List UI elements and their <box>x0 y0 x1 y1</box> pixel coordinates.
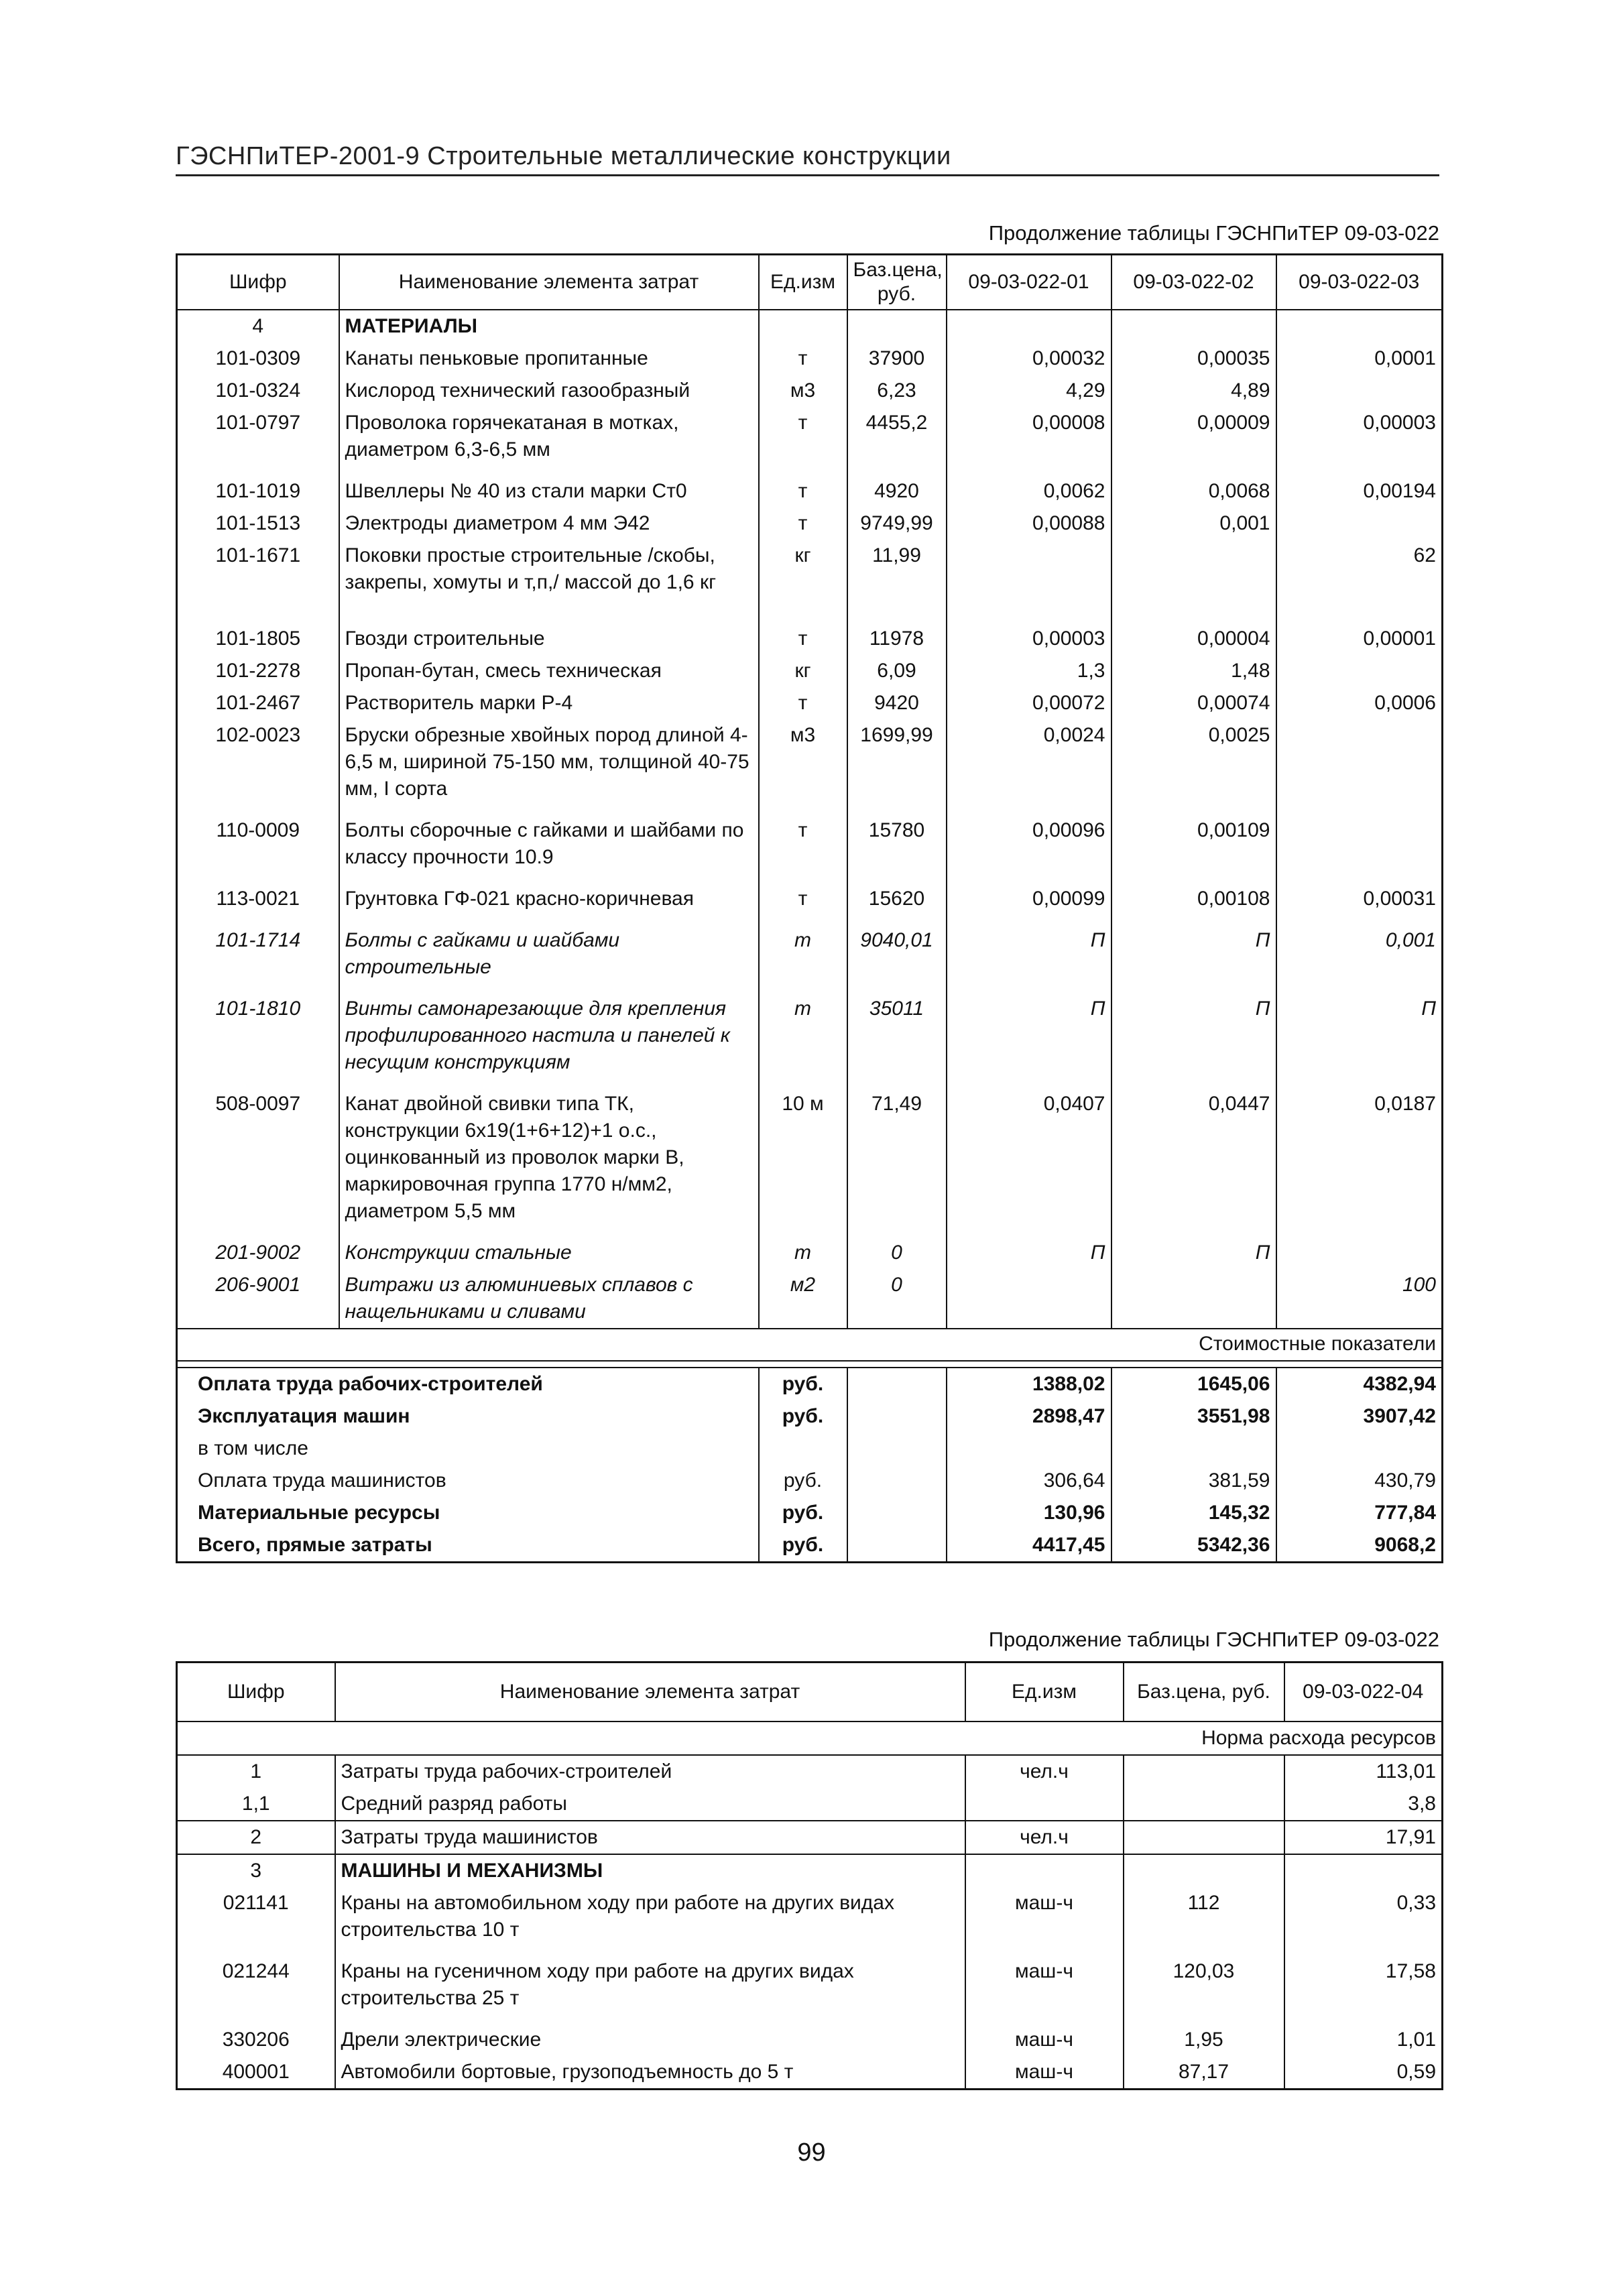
cost-value-3: 9068,2 <box>1276 1529 1443 1563</box>
row-code: 201-9002 <box>177 1227 339 1269</box>
row-code: 1 <box>177 1755 335 1788</box>
cost-unit: руб. <box>759 1368 847 1400</box>
row-value-3: 100 <box>1276 1269 1443 1329</box>
row-unit: маш-ч <box>965 2014 1124 2056</box>
row-value-3: 0,00003 <box>1276 407 1443 466</box>
row-price: 11,99 <box>847 540 947 599</box>
table-row <box>177 1755 1443 1788</box>
cost-row <box>177 1400 1443 1433</box>
row-value-3: П <box>1276 983 1443 1079</box>
row-value-1: 0,00072 <box>947 687 1111 719</box>
row-unit: 10 м <box>759 1079 847 1227</box>
row-price: 4455,2 <box>847 407 947 466</box>
row-value-3: 0,00194 <box>1276 466 1443 507</box>
row-price: 1699,99 <box>847 719 947 805</box>
row-name: Канат двойной свивки типа ТК, конструкции 6х19(1+6+12)+1 о.с., оцинкованный из проволок марки В, маркировочная группа 1770 н/мм2, диаметром 5,5 мм <box>339 1079 759 1227</box>
cost-value-1: 2898,47 <box>947 1400 1111 1433</box>
cost-row <box>177 1433 1443 1465</box>
row-name: Болты с гайками и шайбами строительные <box>339 915 759 983</box>
row-name: Канаты пеньковые пропитанные <box>339 343 759 375</box>
row-price <box>1124 1755 1284 1788</box>
cost-value-2: 145,32 <box>1111 1497 1276 1529</box>
table-row <box>177 1079 1443 1227</box>
section-name: МАТЕРИАЛЫ <box>339 310 759 343</box>
row-unit <box>965 1788 1124 1821</box>
row-price: 9040,01 <box>847 915 947 983</box>
row-name: Швеллеры № 40 из стали марки Ст0 <box>339 466 759 507</box>
cost-name: Материальные ресурсы <box>177 1497 759 1529</box>
row-code: 400001 <box>177 2056 335 2090</box>
table-row <box>177 1227 1443 1269</box>
row-price: 4920 <box>847 466 947 507</box>
cost-value-3: 430,79 <box>1276 1465 1443 1497</box>
row-value-1 <box>947 1269 1111 1329</box>
cost-value-3: 3907,42 <box>1276 1400 1443 1433</box>
cost-value-2: 381,59 <box>1111 1465 1276 1497</box>
row-value-1: 4,29 <box>947 375 1111 407</box>
table-row <box>177 1946 1443 2014</box>
cost-price-empty <box>847 1465 947 1497</box>
col-header: 09-03-022-03 <box>1276 255 1443 310</box>
row-price: 35011 <box>847 983 947 1079</box>
row-name: Растворитель марки Р-4 <box>339 687 759 719</box>
cost-price-empty <box>847 1529 947 1563</box>
cost-value-2: 5342,36 <box>1111 1529 1276 1563</box>
row-value-2: 0,0025 <box>1111 719 1276 805</box>
row-value-2: 0,001 <box>1111 507 1276 540</box>
row-value-1: П <box>947 915 1111 983</box>
table-row <box>177 1788 1443 1821</box>
cost-row <box>177 1368 1443 1400</box>
header-rule <box>176 174 1439 176</box>
row-unit: маш-ч <box>965 1946 1124 2014</box>
row-value-3: 0,0006 <box>1276 687 1443 719</box>
row-value-2: П <box>1111 915 1276 983</box>
cost-value-1 <box>947 1433 1111 1465</box>
row-value-1: 0,00099 <box>947 873 1111 915</box>
row-price: 9749,99 <box>847 507 947 540</box>
row-price: 112 <box>1124 1887 1284 1946</box>
cost-value-3 <box>1276 1433 1443 1465</box>
row-value-2: П <box>1111 983 1276 1079</box>
row-unit: т <box>759 915 847 983</box>
row-code: 101-1019 <box>177 466 339 507</box>
table-row <box>177 507 1443 540</box>
cost-unit: руб. <box>759 1400 847 1433</box>
row-code: 101-1513 <box>177 507 339 540</box>
table-row <box>177 2056 1443 2090</box>
cost-value-1: 130,96 <box>947 1497 1111 1529</box>
row-value: 1,01 <box>1284 2014 1443 2056</box>
table-row <box>177 343 1443 375</box>
row-code: 021244 <box>177 1946 335 2014</box>
row-unit: кг <box>759 655 847 687</box>
table2-header-row <box>177 1663 1443 1722</box>
col-header: Шифр <box>177 1663 335 1722</box>
cost-unit: руб. <box>759 1497 847 1529</box>
section-row <box>177 310 1443 343</box>
table-row <box>177 1854 1443 1887</box>
row-value-2: 0,00035 <box>1111 343 1276 375</box>
cost-price-empty <box>847 1400 947 1433</box>
cost-value-2 <box>1111 1433 1276 1465</box>
row-code: 101-0324 <box>177 375 339 407</box>
col-header: Наименование элемента затрат <box>339 255 759 310</box>
cost-price-empty <box>847 1368 947 1400</box>
row-value: 17,58 <box>1284 1946 1443 2014</box>
table1-caption: Продолжение таблицы ГЭСНПиТЕР 09-03-022 <box>988 221 1439 245</box>
row-value-1: 0,00003 <box>947 599 1111 655</box>
row-unit: чел.ч <box>965 1821 1124 1854</box>
norm-band: Норма расхода ресурсов <box>177 1721 1443 1755</box>
table-row <box>177 1269 1443 1329</box>
row-value-2: 0,00074 <box>1111 687 1276 719</box>
cost-value-1: 1388,02 <box>947 1368 1111 1400</box>
table-row <box>177 466 1443 507</box>
row-code: 101-2467 <box>177 687 339 719</box>
row-value-2: П <box>1111 1227 1276 1269</box>
row-code: 101-2278 <box>177 655 339 687</box>
table-row <box>177 655 1443 687</box>
row-price <box>1124 1854 1284 1887</box>
row-value-2: 0,0447 <box>1111 1079 1276 1227</box>
row-code: 1,1 <box>177 1788 335 1821</box>
row-unit: маш-ч <box>965 2056 1124 2090</box>
table-row <box>177 687 1443 719</box>
row-unit <box>965 1854 1124 1887</box>
row-value-2 <box>1111 540 1276 599</box>
row-value-2 <box>1111 1269 1276 1329</box>
row-value-1: 0,00032 <box>947 343 1111 375</box>
cost-row <box>177 1465 1443 1497</box>
row-name: Затраты труда рабочих-строителей <box>335 1755 965 1788</box>
row-unit: т <box>759 407 847 466</box>
spacer-row <box>177 1361 1443 1368</box>
row-unit: маш-ч <box>965 1887 1124 1946</box>
row-value-3: 62 <box>1276 540 1443 599</box>
row-name: МАШИНЫ И МЕХАНИЗМЫ <box>335 1854 965 1887</box>
col-header: Баз.цена, руб. <box>1124 1663 1284 1722</box>
row-name: Грунтовка ГФ-021 красно-коричневая <box>339 873 759 915</box>
table1 <box>176 253 1443 1563</box>
row-unit: т <box>759 507 847 540</box>
row-price: 9420 <box>847 687 947 719</box>
row-unit: т <box>759 687 847 719</box>
row-code: 101-1805 <box>177 599 339 655</box>
row-value-3: 0,00031 <box>1276 873 1443 915</box>
table-row <box>177 873 1443 915</box>
row-price: 1,95 <box>1124 2014 1284 2056</box>
col-header: Ед.изм <box>965 1663 1124 1722</box>
cost-price-empty <box>847 1497 947 1529</box>
row-value-3: 0,0001 <box>1276 343 1443 375</box>
row-unit: т <box>759 466 847 507</box>
row-code: 508-0097 <box>177 1079 339 1227</box>
cost-value-2: 3551,98 <box>1111 1400 1276 1433</box>
row-name: Болты сборочные с гайками и шайбами по классу прочности 10.9 <box>339 805 759 873</box>
row-price: 120,03 <box>1124 1946 1284 2014</box>
row-code: 101-0797 <box>177 407 339 466</box>
cost-value-3: 4382,94 <box>1276 1368 1443 1400</box>
row-price: 15620 <box>847 873 947 915</box>
row-code: 101-1810 <box>177 983 339 1079</box>
row-price: 0 <box>847 1269 947 1329</box>
row-code: 101-0309 <box>177 343 339 375</box>
row-unit: чел.ч <box>965 1755 1124 1788</box>
row-code: 110-0009 <box>177 805 339 873</box>
cost-row <box>177 1529 1443 1563</box>
row-unit: кг <box>759 540 847 599</box>
row-code: 113-0021 <box>177 873 339 915</box>
row-price: 37900 <box>847 343 947 375</box>
table-row <box>177 540 1443 599</box>
row-value-1 <box>947 540 1111 599</box>
row-unit: т <box>759 1227 847 1269</box>
cost-price-empty <box>847 1433 947 1465</box>
row-code: 2 <box>177 1821 335 1854</box>
row-value-1: П <box>947 983 1111 1079</box>
row-value: 3,8 <box>1284 1788 1443 1821</box>
row-name: Пропан-бутан, смесь техническая <box>339 655 759 687</box>
cost-name: Эксплуатация машин <box>177 1400 759 1433</box>
row-value-2: 0,00109 <box>1111 805 1276 873</box>
row-name: Винты самонарезающие для крепления профилированного настила и панелей к несущим конструкциям <box>339 983 759 1079</box>
cost-value-1: 4417,45 <box>947 1529 1111 1563</box>
row-value: 0,59 <box>1284 2056 1443 2090</box>
row-unit: т <box>759 343 847 375</box>
row-code: 101-1671 <box>177 540 339 599</box>
row-value-2: 0,00009 <box>1111 407 1276 466</box>
cost-unit <box>759 1433 847 1465</box>
row-name: Средний разряд работы <box>335 1788 965 1821</box>
row-name: Кислород технический газообразный <box>339 375 759 407</box>
row-value-3: 0,00001 <box>1276 599 1443 655</box>
col-header: Наименование элемента затрат <box>335 1663 965 1722</box>
row-name: Автомобили бортовые, грузоподъемность до 5 т <box>335 2056 965 2090</box>
col-header: 09-03-022-02 <box>1111 255 1276 310</box>
cost-unit: руб. <box>759 1465 847 1497</box>
cost-unit: руб. <box>759 1529 847 1563</box>
row-unit: т <box>759 873 847 915</box>
row-value: 113,01 <box>1284 1755 1443 1788</box>
row-value-1: 0,0062 <box>947 466 1111 507</box>
row-value: 0,33 <box>1284 1887 1443 1946</box>
row-name: Дрели электрические <box>335 2014 965 2056</box>
row-code: 3 <box>177 1854 335 1887</box>
row-name: Гвозди строительные <box>339 599 759 655</box>
row-code: 330206 <box>177 2014 335 2056</box>
row-value-1: 0,00096 <box>947 805 1111 873</box>
cost-value-3: 777,84 <box>1276 1497 1443 1529</box>
row-value-2: 0,0068 <box>1111 466 1276 507</box>
cost-name: Оплата труда рабочих-строителей <box>177 1368 759 1400</box>
row-value-3 <box>1276 719 1443 805</box>
row-value: 17,91 <box>1284 1821 1443 1854</box>
row-name: Затраты труда машинистов <box>335 1821 965 1854</box>
cost-name: Всего, прямые затраты <box>177 1529 759 1563</box>
row-code: 102-0023 <box>177 719 339 805</box>
table2-band-row <box>177 1721 1443 1755</box>
row-name: Краны на гусеничном ходу при работе на других видах строительства 25 т <box>335 1946 965 2014</box>
table-row <box>177 2014 1443 2056</box>
row-value-3: 0,0187 <box>1276 1079 1443 1227</box>
col-header: Баз.цена, руб. <box>847 255 947 310</box>
row-name: Электроды диаметром 4 мм Э42 <box>339 507 759 540</box>
row-name: Краны на автомобильном ходу при работе на других видах строительства 10 т <box>335 1887 965 1946</box>
row-name: Поковки простые строительные /скобы, закрепы, хомуты и т,п,/ массой до 1,6 кг <box>339 540 759 599</box>
col-header: 09-03-022-01 <box>947 255 1111 310</box>
row-code: 101-1714 <box>177 915 339 983</box>
row-price: 71,49 <box>847 1079 947 1227</box>
row-value-2: 4,89 <box>1111 375 1276 407</box>
table-row <box>177 1821 1443 1854</box>
row-price <box>1124 1821 1284 1854</box>
row-price: 87,17 <box>1124 2056 1284 2090</box>
row-value-2: 1,48 <box>1111 655 1276 687</box>
row-unit: м2 <box>759 1269 847 1329</box>
section-code: 4 <box>177 310 339 343</box>
cost-row <box>177 1497 1443 1529</box>
table-row <box>177 719 1443 805</box>
row-value-3 <box>1276 1227 1443 1269</box>
row-code: 206-9001 <box>177 1269 339 1329</box>
row-value <box>1284 1854 1443 1887</box>
table1-header-row <box>177 255 1443 310</box>
cost-band-row <box>177 1329 1443 1361</box>
row-name: Проволока горячекатаная в мотках, диаметром 6,3-6,5 мм <box>339 407 759 466</box>
row-price: 6,09 <box>847 655 947 687</box>
row-value-3 <box>1276 805 1443 873</box>
cost-band: Стоимостные показатели <box>177 1329 1443 1361</box>
page-number: 99 <box>797 2138 826 2167</box>
table-row <box>177 1887 1443 1946</box>
row-unit: м3 <box>759 375 847 407</box>
table-row <box>177 805 1443 873</box>
row-value-3 <box>1276 375 1443 407</box>
col-header: Ед.изм <box>759 255 847 310</box>
row-price: 15780 <box>847 805 947 873</box>
row-value-2: 0,00004 <box>1111 599 1276 655</box>
row-value-3 <box>1276 655 1443 687</box>
table2 <box>176 1661 1443 2090</box>
row-price: 0 <box>847 1227 947 1269</box>
row-price: 11978 <box>847 599 947 655</box>
row-name: Бруски обрезные хвойных пород длиной 4-6,5 м, шириной 75-150 мм, толщиной 40-75 мм, I сорта <box>339 719 759 805</box>
table-row <box>177 375 1443 407</box>
table-row <box>177 407 1443 466</box>
row-name: Конструкции стальные <box>339 1227 759 1269</box>
row-unit: т <box>759 599 847 655</box>
row-value-1: 0,00008 <box>947 407 1111 466</box>
row-value-1: 0,00088 <box>947 507 1111 540</box>
col-header: Шифр <box>177 255 339 310</box>
table-row <box>177 983 1443 1079</box>
row-value-1: 0,0024 <box>947 719 1111 805</box>
cost-name: в том числе <box>177 1433 759 1465</box>
row-unit: т <box>759 983 847 1079</box>
row-unit: т <box>759 805 847 873</box>
row-price: 6,23 <box>847 375 947 407</box>
row-value-3 <box>1276 507 1443 540</box>
row-unit: м3 <box>759 719 847 805</box>
col-header: 09-03-022-04 <box>1284 1663 1443 1722</box>
row-value-2: 0,00108 <box>1111 873 1276 915</box>
row-name: Витражи из алюминиевых сплавов с нащельниками и сливами <box>339 1269 759 1329</box>
row-code: 021141 <box>177 1887 335 1946</box>
row-value-1: 1,3 <box>947 655 1111 687</box>
table-row <box>177 599 1443 655</box>
row-price <box>1124 1788 1284 1821</box>
table-row <box>177 915 1443 983</box>
running-header: ГЭСНПиТЕР-2001-9 Строительные металлические конструкции <box>176 142 951 170</box>
cost-value-1: 306,64 <box>947 1465 1111 1497</box>
table2-caption: Продолжение таблицы ГЭСНПиТЕР 09-03-022 <box>988 1628 1439 1651</box>
row-value-1: 0,0407 <box>947 1079 1111 1227</box>
row-value-3: 0,001 <box>1276 915 1443 983</box>
row-value-1: П <box>947 1227 1111 1269</box>
cost-value-2: 1645,06 <box>1111 1368 1276 1400</box>
cost-name: Оплата труда машинистов <box>177 1465 759 1497</box>
